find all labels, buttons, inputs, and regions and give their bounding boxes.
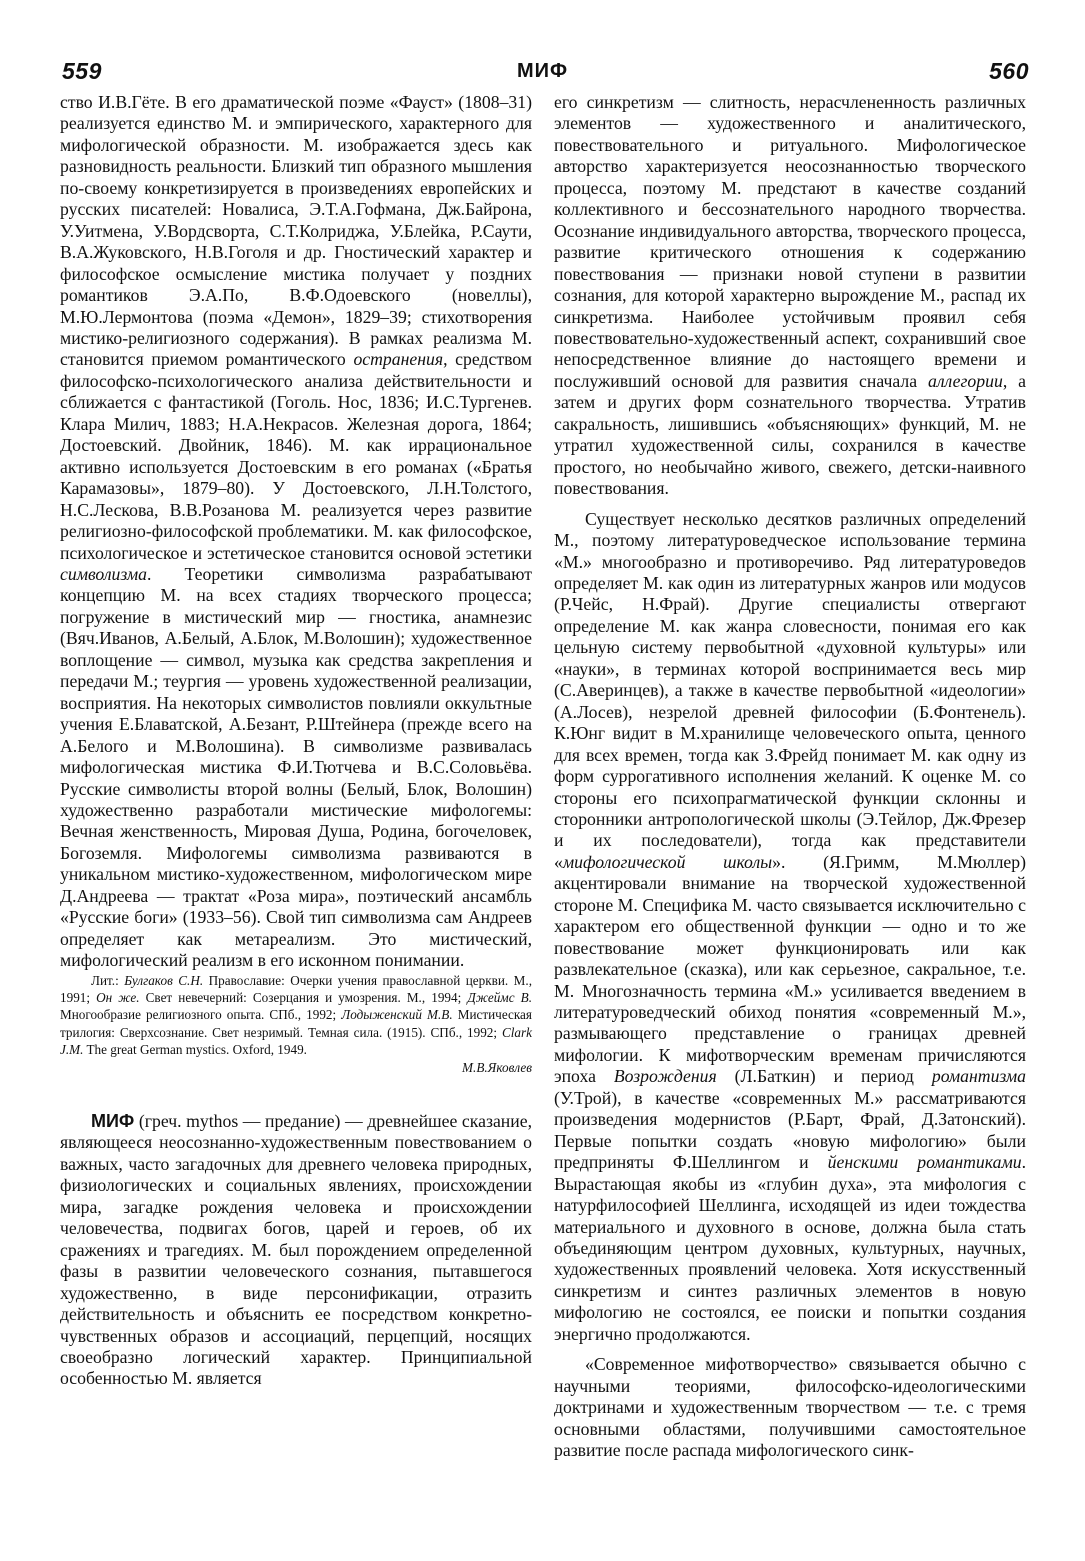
right-column — [554, 92, 1026, 1462]
text-run: , а затем и других форм сознательного творчества. Утратив сакральность, лишившись «объясняющих» функций, М. не утратил художественной силы, сохранился в качестве простого, но необычайно живого, свежего, детски-наивного повествования. — [554, 370, 1026, 499]
italic-text-run: Он же. — [96, 989, 140, 1005]
text-run: (У.Трой), в качестве «современных М.» рассматриваются произведения модернистов (Р.Барт, Фрай, Д.Затонский). Первые попытки создать «новую мифологию» были предприняты Ф.Шеллингом и — [554, 1087, 1026, 1173]
text-run: ство И.В.Гёте. В его драматической поэме «Фауст» (1808–31) реализуется единство М. и эмпирического, характерного для мифологической образности. М. изображается здесь как разновидность реальности. Близкий тип образного мышления по-своему конкретизируется в произведениях европейских и русских писателей: Новалиса, Э.Т.А.Гофмана, Дж.Байрона, У.Уитмена, У.Вордсворта, С.Т.Колриджа, У.Блейка, Р.Саути, В.А.Жуковского, Н.В.Гоголя и др. Гностический характер и философское осмысление мистика получает у поздних романтиков Э.А.По, В.Ф.Одоевского (новеллы), М.Ю.Лермонтова (поэма «Демон», 1829–39; стихотворения мистико-религиозного содержания). В рамках реализма М. становится приемом романтического — [60, 92, 532, 370]
italic-text-run: Возрождения — [613, 1066, 717, 1087]
paragraph-modern-mythmaking — [554, 1354, 1026, 1461]
italic-text-run: символизма — [60, 563, 147, 584]
text-run: «Современное мифотворчество» связывается обычно с научными теориями, философско-идеологическими доктринами и художественным творчеством — т.е. с тремя основными областями, получившими самостоятельное развитие после распада мифологического синк- — [554, 1354, 1026, 1461]
text-run: Существует несколько десятков различных определений М., поэтому литературоведческое использование термина «М.» многообразно и противоречиво. Ряд литературоведов определяет М. как один из литературных жанров или модусов (Р.Чейс, Н.Фрай). Другие специалисты отвергают определение М. как жанра словесности, понимая его как цельную систему первобытной «духовной культуры» или «науки», в терминах которой воспринимается весь мир (С.Аверинцев), а также в качестве первобытной «идеологии» (А.Лосев), незрелой древней философии (Б.Фонтенель). К.Юнг видит в М.хранилище человеческого опыта, ценного для всех времен, тогда как З.Фрейд понимает М. как одну из форм суррогативного исполнения желаний. К оценке М. со стороны его психопрагматической функции склонны и сторонники антропологической школы (Э.Тейлор, Дж.Фрезер и их последователи), тогда как представители « — [554, 508, 1026, 872]
text-run: , средством философско-психологического анализа действительности и сближается с фантастикой (Гоголь. Нос, 1836; И.С.Тургенев. Клара Милич, 1883; Н.А.Некрасов. Железная дорога, 1864; Достоевский. Двойник, 1846). М. как иррациональное активно используется Достоевским в его романах («Братья Карамазовы», 1879–80). У Достоевского, Л.Н.Толстого, Н.С.Лескова, В.В.Розанова М. реализуется через развитие религиозно-философской проблематики. М. как философское, психологическое и эстетическое становится основой эстетики — [60, 349, 533, 563]
paragraph-definitions — [554, 509, 1026, 1346]
text-run: . Вырастающая якобы из «глубин духа», эта мифология с натурфилософией Шеллинга, исходящей из идеи тождества материального и духовного в основе, должна была стать объединяющим центром духовных, культурных, научных, художественных проявлений человека. Хотя искусственный синкретизм и синтез различных элементов в новую мифологию не состоялся, ее поиски и попытки создания энергично продолжаются. — [554, 1152, 1026, 1344]
text-run: Православие: Очерки учения православной церкви. М., 1991; — [60, 972, 532, 1005]
text-run: Многообразие религиозного опыта. СПб., 1992; — [60, 1007, 342, 1023]
italic-text-run: Clark J.M. — [60, 1024, 532, 1058]
text-run: ». (Я.Гримм, М.Мюллер) акцентировали внимание на творческой художественной стороне М. Специфика М. часто связывается исключительно с характером его общественной функции — одно и то же повествование может функционировать или как развлекательное (сказка), или как серьезное, сакральное, т.е. М. Многозначность термина «М.» усиливается введением в литературоведческий обиход понятия «современный М.», размывающего представление о границах древней мифологии. К мифотворческим временам причисляются эпоха — [554, 851, 1026, 1087]
page-number-left: 559 — [62, 58, 102, 84]
text-run: Лит.: — [91, 972, 125, 988]
italic-text-run: Булгаков С.Н. — [124, 972, 204, 988]
entry-text: (греч. mythos — предание) — древнейшее сказание, являющееся неосознанно-художественным повествованием о важных, часто загадочных для древнего человека природных, физиологических и социальных явлениях, происхождении мира, загадке рождения человека и происхождении человечества, подвигах богов, царей и героев, об их сражениях и трагедиях. М. был порождением определенной фазы в развитии человеческого сознания, пытавшегося художественно, в виде персонификации, отразить действительность и объяснить ее посредством конкретно-чувственных образов и ассоциаций, перцепций, носящих своеобразно логический характер. Принципиальной особенностью М. является — [60, 1111, 532, 1389]
italic-text-run: остранения — [353, 349, 444, 370]
entry-headword: МИФ — [91, 1111, 135, 1132]
text-run: . Теоретики символизма разрабатывают концепцию М. на всех стадиях творческого процесса; погружение в мистический мир — гностика, анамнезис (Вяч.Иванов, А.Белый, А.Блок, М.Волошин); художественное воплощение — символ, музыка как средства закрепления и передачи М.; теургия — уровень художественной реализации, восприятия. На некоторых символистов повлияли оккультные учения Е.Блаватской, А.Безант, Р.Штейнера (прежде всего на А.Белого и М.Волошина). В символизме развивалась мифологическая мистика Ф.И.Тютчева и В.С.Соловьёва. Русские символисты второй волны (Белый, Блок, Волошин) художественно разработали мистические мифологемы: Вечная женственность, Мировая Душа, Родина, богочеловек, Богоземля. Мифологемы символизма развиваются в уникальном мистико-художественном, мифологическом мире Д.Андреева — трактат «Роза мира», поэтический ансамбль «Русские боги» (1933–56). Свой тип символизма сам Андреев определяет как метареализм. Это мистический, мифологический реализм в его исконном понимании. — [60, 563, 532, 971]
text-run: Свет невечерний: Созерцания и умозрения. М., 1994; — [139, 989, 468, 1005]
literature-list — [60, 972, 532, 1059]
left-column — [60, 92, 532, 1390]
italic-text-run: йенскими романтиками — [827, 1152, 1022, 1173]
text-run: The great German mystics. Oxford, 1949. — [83, 1042, 307, 1058]
page-number-right: 560 — [989, 58, 1029, 84]
entry-paragraph — [60, 1111, 532, 1390]
author-signature: М.В.Яковлев — [462, 1059, 532, 1075]
text-run: его синкретизм — слитность, нерасчлененность различных элементов — художественного и аналитического, повествовательного и ритуального. Мифологическое авторство характеризуется неосознанностью творческого процесса, поэтому М. предстают в качестве созданий коллективного и бессознательного народного творчества. Осознание индивидуального авторства, творческого процесса, развитие критического отношения к содержанию повествования — признаки новой ступени в развитии сознания, для которой характерно вырождение М., распад их синкретизма. Наиболее устойчивым проявил себя повествовательно-художественный аспект, сохранивший свое непосредственное влияние до настоящего времени и послуживший основой для развития сначала — [554, 92, 1026, 391]
text-run: Мистическая трилогия: Сверхсознание. Свет незримый. Темная сила. (1915). СПб., 1992; — [60, 1007, 532, 1040]
italic-text-run: Джеймс В. — [467, 989, 532, 1005]
text-run: (Л.Баткин) и период — [716, 1066, 932, 1087]
italic-text-run: Лодыженский М.В. — [341, 1007, 453, 1023]
italic-text-run: мифологической школы — [562, 851, 773, 872]
article-continuation-paragraph — [60, 92, 532, 972]
running-title: МИФ — [516, 60, 569, 82]
italic-text-run: романтизма — [931, 1066, 1027, 1087]
page-header — [0, 58, 1085, 90]
paragraph-syncretism — [554, 92, 1026, 500]
italic-text-run: аллегории — [927, 370, 1003, 391]
